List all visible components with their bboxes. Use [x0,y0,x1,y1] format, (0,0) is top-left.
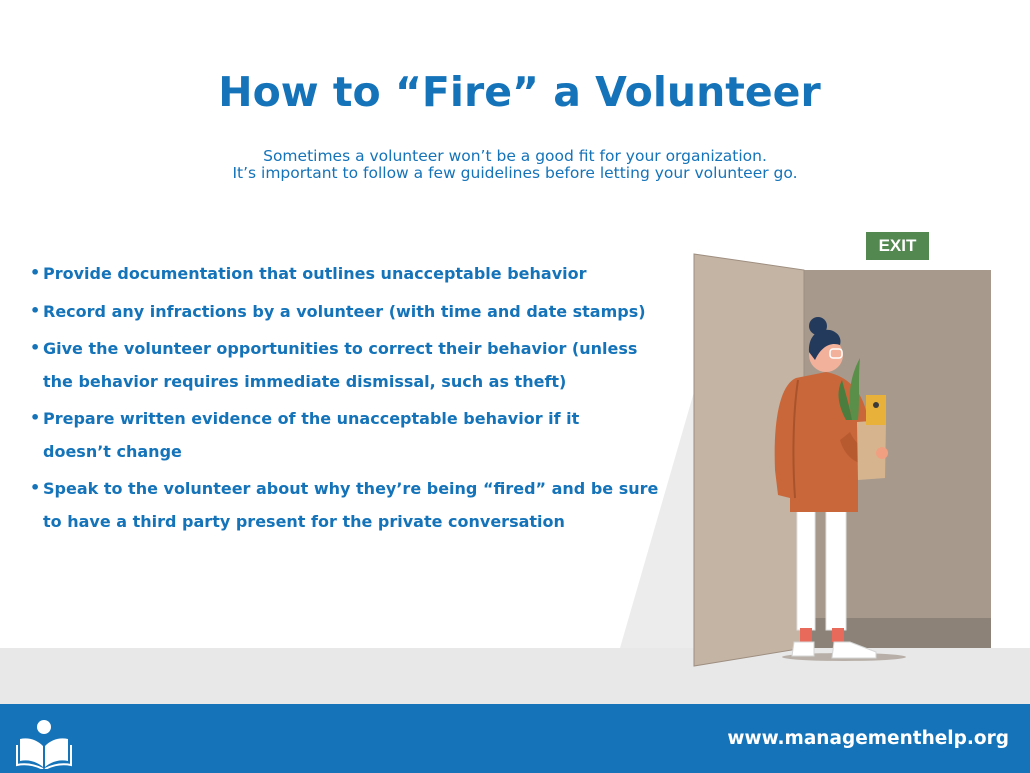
guideline-line: Prepare written evidence of the unacceptable behavior if it [43,409,580,428]
guideline-line: to have a third party present for the private conversation [43,511,565,531]
guideline-line: Give the volunteer opportunities to correct their behavior (unless [43,339,638,358]
page-title: How to “Fire” a Volunteer [218,68,821,116]
exit-sign: EXIT [866,232,929,260]
guideline-line: Provide documentation that outlines unacceptable behavior [43,264,587,283]
subtitle-line-1: Sometimes a volunteer won’t be a good fit for your organization. [263,147,767,165]
guideline-line: the behavior requires immediate dismissal, such as theft) [43,371,567,391]
people-book-logo-icon [15,719,73,769]
guideline-line: doesn’t change [43,441,182,461]
light-wedge [620,392,694,648]
footer-bar [0,704,1030,773]
guideline-line: Record any infractions by a volunteer (with time and date stamps) [43,301,646,321]
subtitle-line-2: It’s important to follow a few guidelines before letting your volunteer go. [232,164,798,182]
website-url[interactable]: www.managementhelp.org [727,728,1009,749]
guideline-line: Speak to the volunteer about why they’re being “fired” and be sure [43,479,659,498]
